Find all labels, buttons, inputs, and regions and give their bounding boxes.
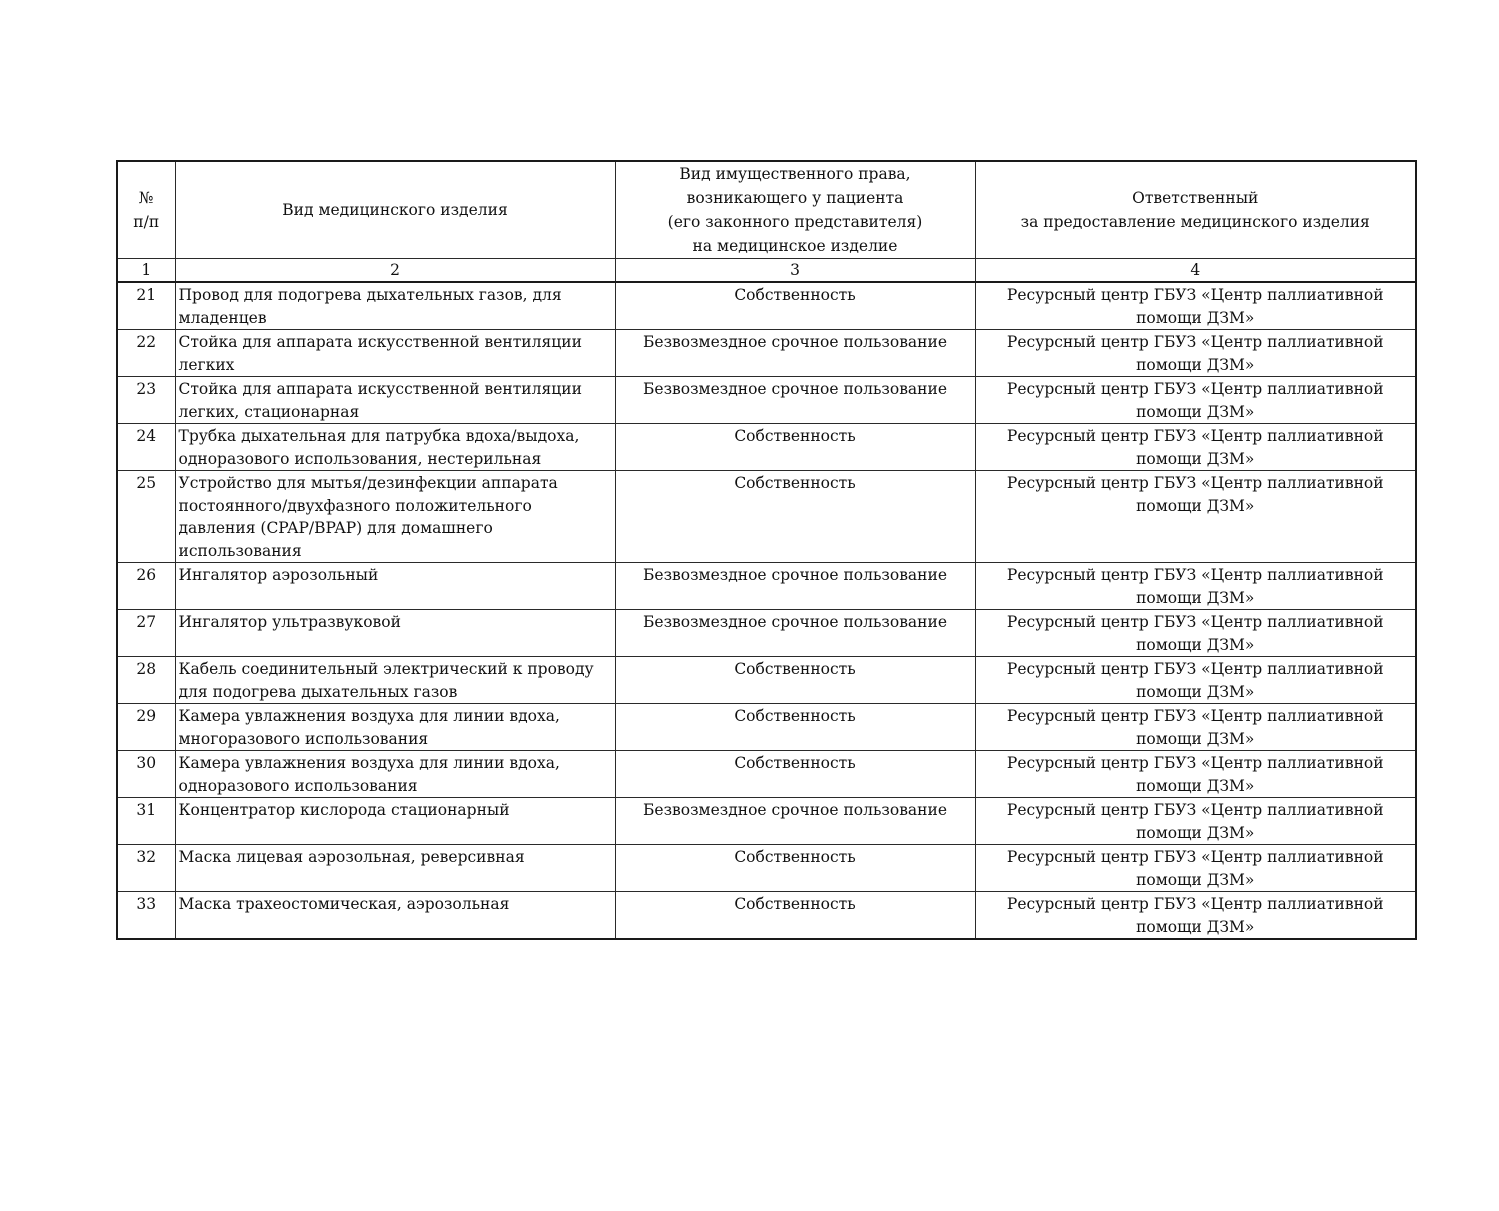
table-row bbox=[117, 377, 1416, 424]
device-name-line: Провод для подогрева дыхательных газов, для bbox=[178, 286, 562, 304]
responsible-party bbox=[975, 704, 1416, 751]
device-name bbox=[175, 471, 615, 563]
property-right: Собственность bbox=[615, 845, 975, 892]
responsible-party-line: Ресурсный центр ГБУЗ «Центр паллиативной bbox=[1006, 333, 1384, 351]
row-number: 31 bbox=[117, 798, 175, 845]
column-number: 3 bbox=[615, 259, 975, 283]
responsible-party-line: помощи ДЗМ» bbox=[1136, 308, 1255, 327]
property-right: Безвозмездное срочное пользование bbox=[615, 610, 975, 657]
table-row bbox=[117, 563, 1416, 610]
device-name-line: Ингалятор аэрозольный bbox=[178, 566, 379, 584]
responsible-party-line: Ресурсный центр ГБУЗ «Центр паллиативной bbox=[1006, 660, 1384, 678]
responsible-party bbox=[975, 330, 1416, 377]
responsible-party bbox=[975, 563, 1416, 610]
device-name-line: для подогрева дыхательных газов bbox=[178, 682, 458, 701]
device-name-line: Маска трахеостомическая, аэрозольная bbox=[178, 895, 510, 913]
row-number: 28 bbox=[117, 657, 175, 704]
responsible-party-line: помощи ДЗМ» bbox=[1136, 823, 1255, 842]
column-number: 1 bbox=[117, 259, 175, 283]
column-number: 2 bbox=[175, 259, 615, 283]
property-right: Собственность bbox=[615, 471, 975, 563]
device-name-line: Концентратор кислорода стационарный bbox=[178, 801, 510, 819]
device-name bbox=[175, 563, 615, 610]
responsible-party-line: помощи ДЗМ» bbox=[1136, 870, 1255, 889]
responsible-party-line: Ресурсный центр ГБУЗ «Центр паллиативной bbox=[1006, 474, 1384, 492]
row-number: 26 bbox=[117, 563, 175, 610]
property-right: Безвозмездное срочное пользование bbox=[615, 798, 975, 845]
responsible-party-line: помощи ДЗМ» bbox=[1136, 682, 1255, 701]
row-number: 29 bbox=[117, 704, 175, 751]
responsible-party bbox=[975, 657, 1416, 704]
property-right: Собственность bbox=[615, 657, 975, 704]
table-row bbox=[117, 704, 1416, 751]
device-name bbox=[175, 751, 615, 798]
table-row bbox=[117, 610, 1416, 657]
property-right: Безвозмездное срочное пользование bbox=[615, 330, 975, 377]
responsible-party-line: Ресурсный центр ГБУЗ «Центр паллиативной bbox=[1006, 801, 1384, 819]
responsible-party-line: Ресурсный центр ГБУЗ «Центр паллиативной bbox=[1006, 380, 1384, 398]
device-name-line: Трубка дыхательная для патрубка вдоха/выдоха, bbox=[178, 427, 580, 445]
device-name-line: Кабель соединительный электрический к проводу bbox=[178, 660, 594, 678]
responsible-party bbox=[975, 471, 1416, 563]
responsible-party-line: помощи ДЗМ» bbox=[1136, 449, 1255, 468]
device-name bbox=[175, 657, 615, 704]
row-number: 23 bbox=[117, 377, 175, 424]
device-name-line: Камера увлажнения воздуха для линии вдоха, bbox=[178, 754, 560, 772]
property-right: Собственность bbox=[615, 751, 975, 798]
responsible-party-line: помощи ДЗМ» bbox=[1136, 917, 1255, 936]
table-row bbox=[117, 330, 1416, 377]
property-right: Безвозмездное срочное пользование bbox=[615, 563, 975, 610]
column-number-row bbox=[117, 259, 1416, 283]
responsible-party bbox=[975, 424, 1416, 471]
header-line: № bbox=[138, 189, 154, 207]
table-row bbox=[117, 471, 1416, 563]
header-line: на медицинское изделие bbox=[692, 237, 898, 255]
responsible-party-line: Ресурсный центр ГБУЗ «Центр паллиативной bbox=[1006, 848, 1384, 866]
device-name-line: Стойка для аппарата искусственной вентиляции bbox=[178, 380, 582, 398]
header-line: Ответственный bbox=[1132, 189, 1259, 207]
device-name-line: легких, стационарная bbox=[178, 402, 360, 421]
device-name-line: Маска лицевая аэрозольная, реверсивная bbox=[178, 848, 525, 866]
device-name-line: Камера увлажнения воздуха для линии вдоха, bbox=[178, 707, 560, 725]
responsible-party-line: помощи ДЗМ» bbox=[1136, 635, 1255, 654]
responsible-party bbox=[975, 845, 1416, 892]
device-name-line: младенцев bbox=[178, 308, 267, 327]
table-row bbox=[117, 751, 1416, 798]
device-name bbox=[175, 424, 615, 471]
responsible-party-line: Ресурсный центр ГБУЗ «Центр паллиативной bbox=[1006, 707, 1384, 725]
device-name bbox=[175, 610, 615, 657]
property-right: Безвозмездное срочное пользование bbox=[615, 377, 975, 424]
row-number: 22 bbox=[117, 330, 175, 377]
property-right: Собственность bbox=[615, 892, 975, 940]
responsible-party-line: Ресурсный центр ГБУЗ «Центр паллиативной bbox=[1006, 427, 1384, 445]
header-device-type bbox=[175, 161, 615, 259]
row-number: 32 bbox=[117, 845, 175, 892]
device-name-line: Стойка для аппарата искусственной вентиляции bbox=[178, 333, 582, 351]
responsible-party-line: помощи ДЗМ» bbox=[1136, 776, 1255, 795]
device-name-line: использования bbox=[178, 541, 302, 560]
header-property-right bbox=[615, 161, 975, 259]
header-responsible bbox=[975, 161, 1416, 259]
responsible-party-line: помощи ДЗМ» bbox=[1136, 496, 1255, 515]
table-row bbox=[117, 845, 1416, 892]
row-number: 21 bbox=[117, 282, 175, 330]
responsible-party-line: помощи ДЗМ» bbox=[1136, 729, 1255, 748]
device-name-line: одноразового использования, нестерильная bbox=[178, 449, 542, 468]
medical-devices-table bbox=[116, 160, 1417, 940]
header-number bbox=[117, 161, 175, 259]
device-name bbox=[175, 845, 615, 892]
row-number: 25 bbox=[117, 471, 175, 563]
device-name-line: легких bbox=[178, 355, 235, 374]
responsible-party-line: Ресурсный центр ГБУЗ «Центр паллиативной bbox=[1006, 754, 1384, 772]
device-name-line: давления (CPAP/BPAP) для домашнего bbox=[178, 519, 493, 537]
responsible-party bbox=[975, 377, 1416, 424]
responsible-party-line: Ресурсный центр ГБУЗ «Центр паллиативной bbox=[1006, 566, 1384, 584]
header-line: п/п bbox=[133, 213, 160, 231]
header-line: Вид медицинского изделия bbox=[282, 201, 508, 219]
device-name bbox=[175, 892, 615, 940]
device-name-line: постоянного/двухфазного положительного bbox=[178, 496, 532, 515]
header-line: Вид имущественного права, bbox=[679, 165, 911, 183]
table-row bbox=[117, 892, 1416, 940]
table-row bbox=[117, 798, 1416, 845]
table-header-row bbox=[117, 161, 1416, 259]
device-name bbox=[175, 282, 615, 330]
responsible-party-line: помощи ДЗМ» bbox=[1136, 588, 1255, 607]
row-number: 33 bbox=[117, 892, 175, 940]
responsible-party-line: Ресурсный центр ГБУЗ «Центр паллиативной bbox=[1006, 286, 1384, 304]
header-line: возникающего у пациента bbox=[686, 189, 904, 207]
responsible-party bbox=[975, 798, 1416, 845]
property-right: Собственность bbox=[615, 282, 975, 330]
row-number: 27 bbox=[117, 610, 175, 657]
table-row bbox=[117, 424, 1416, 471]
device-name bbox=[175, 798, 615, 845]
device-name-line: Устройство для мытья/дезинфекции аппарата bbox=[178, 474, 558, 492]
responsible-party-line: помощи ДЗМ» bbox=[1136, 355, 1255, 374]
responsible-party bbox=[975, 751, 1416, 798]
table-row bbox=[117, 282, 1416, 330]
device-name bbox=[175, 330, 615, 377]
device-name bbox=[175, 377, 615, 424]
responsible-party-line: Ресурсный центр ГБУЗ «Центр паллиативной bbox=[1006, 613, 1384, 631]
row-number: 24 bbox=[117, 424, 175, 471]
column-number: 4 bbox=[975, 259, 1416, 283]
header-line: за предоставление медицинского изделия bbox=[1020, 213, 1370, 231]
responsible-party bbox=[975, 610, 1416, 657]
device-name-line: Ингалятор ультразвуковой bbox=[178, 613, 401, 631]
responsible-party-line: помощи ДЗМ» bbox=[1136, 402, 1255, 421]
responsible-party bbox=[975, 282, 1416, 330]
device-name-line: одноразового использования bbox=[178, 776, 418, 795]
responsible-party-line: Ресурсный центр ГБУЗ «Центр паллиативной bbox=[1006, 895, 1384, 913]
responsible-party bbox=[975, 892, 1416, 940]
table-row bbox=[117, 657, 1416, 704]
row-number: 30 bbox=[117, 751, 175, 798]
device-name bbox=[175, 704, 615, 751]
property-right: Собственность bbox=[615, 704, 975, 751]
device-name-line: многоразового использования bbox=[178, 729, 429, 748]
header-line: (его законного представителя) bbox=[667, 213, 923, 231]
property-right: Собственность bbox=[615, 424, 975, 471]
